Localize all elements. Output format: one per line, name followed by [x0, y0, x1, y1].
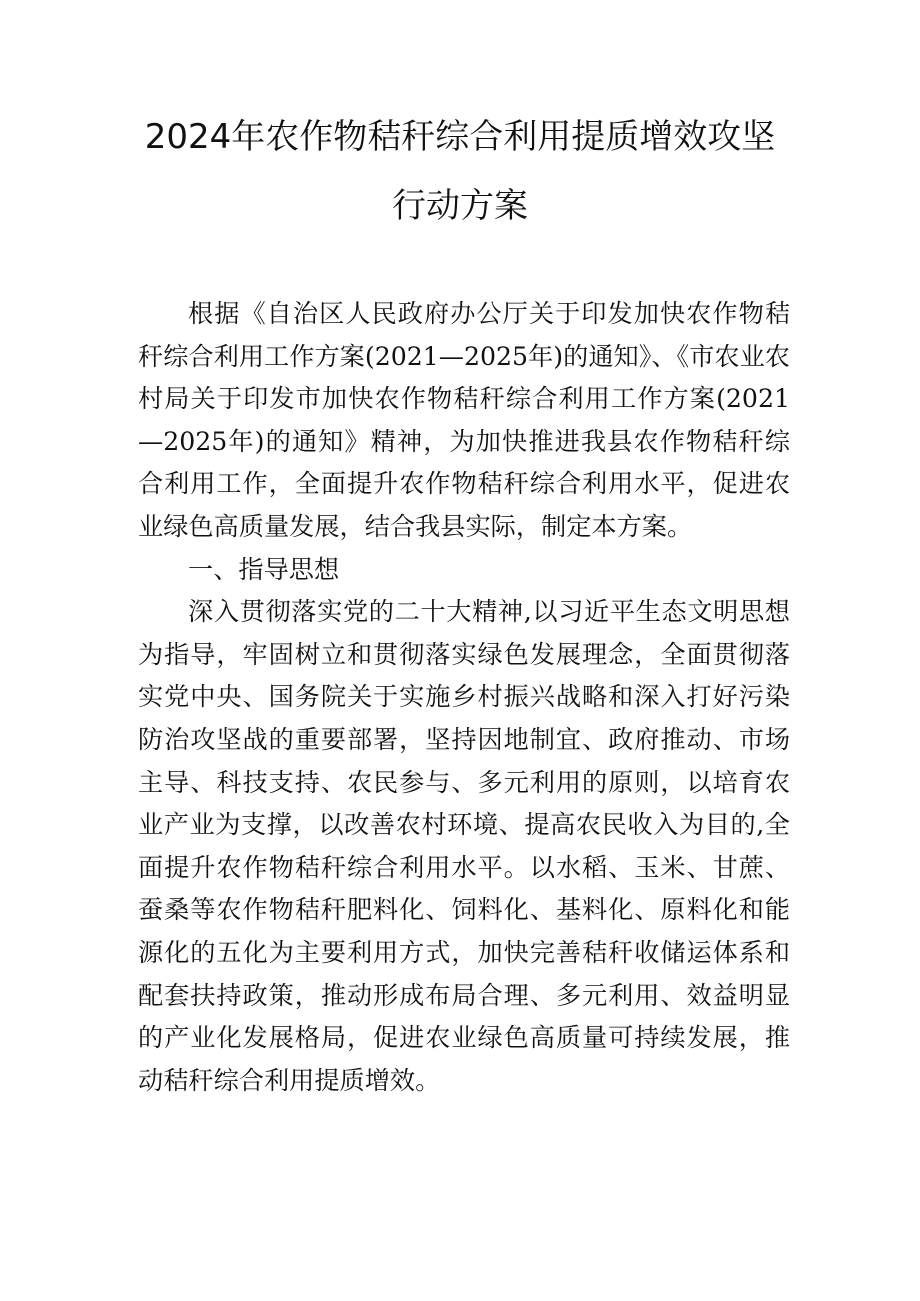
document-title-line-2: 行动方案 — [392, 186, 528, 226]
document-title-line-1: 2024年农作物秸秆综合利用提质增效攻坚 — [144, 117, 776, 157]
paragraph-guiding-ideology: 深入贯彻落实党的二十大精神,以习近平生态文明思想为指导，牢固树立和贯彻落实绿色发展理念，全面贯彻落实党中央、国务院关于实施乡村振兴战略和深入打好污染防治攻坚战的重要部署，坚持因地制宜、政府推动、市场主导、科技支持、农民参与、多元利用的原则，以培育农业产业为支撑，以改善农村环境、提高农民收入为目的,全面提升农作物秸秆综合利用水平。以水稻、玉米、甘蔗、蚕桑等农作物秸秆肥料化、饲料化、基料化、原料化和能源化的五化为主要利用方式，加快完善秸秆收储运体系和配套扶持政策，推动形成布局合理、多元利用、效益明显的产业化发展格局，促进农业绿色高质量可持续发展，推动秸秆综合利用提质增效。 — [138, 597, 790, 1095]
paragraph-basis: 根据《自治区人民政府办公厅关于印发加快农作物秸秆综合利用工作方案(2021—2025年)的通知》、《市农业农村局关于印发市加快农作物秸秆综合利用工作方案(2021—2025年)的通知》精神，为加快推进我县农作物秸秆综合利用工作，全面提升农作物秸秆综合利用水平，促进农业绿色高质量发展，结合我县实际，制定本方案。 — [138, 299, 790, 541]
section-heading-guiding-ideology: 一、指导思想 — [188, 554, 340, 584]
document-body — [138, 293, 790, 1102]
